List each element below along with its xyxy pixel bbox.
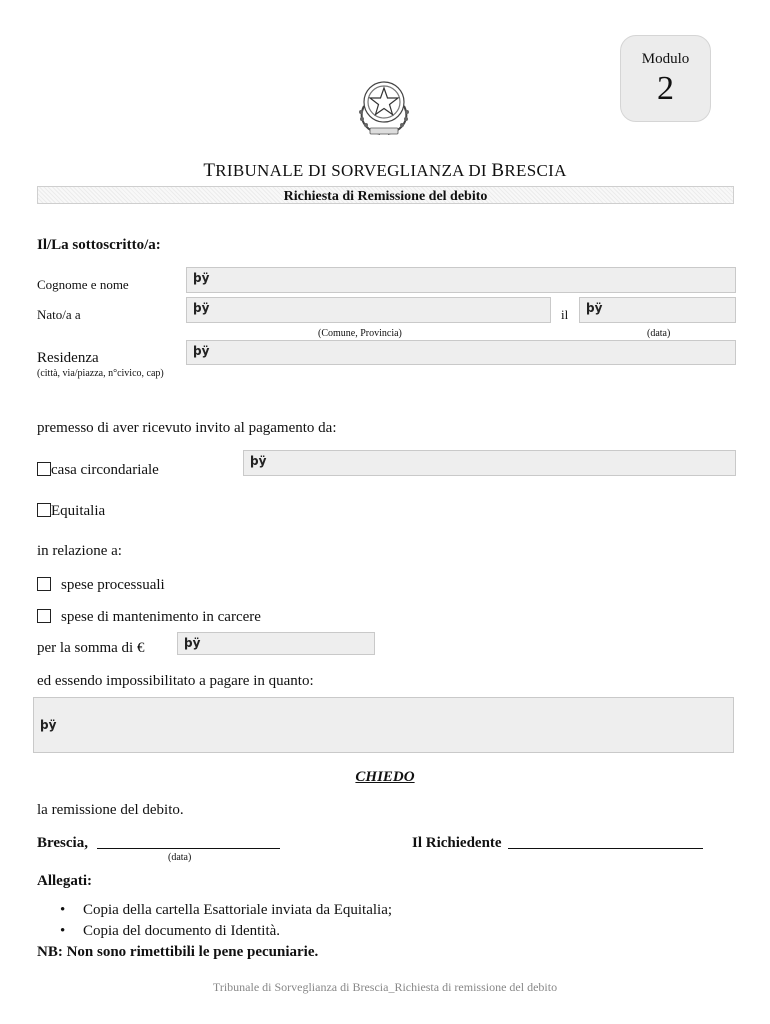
- cognome-field[interactable]: þÿ: [186, 267, 736, 293]
- luogo-nascita-field[interactable]: þÿ: [186, 297, 551, 323]
- premesso-text: premesso di aver ricevuto invito al pagamento da:: [37, 420, 337, 436]
- spese-mantenimento-checkbox[interactable]: [37, 609, 51, 623]
- chiedo-heading: CHIEDO: [355, 769, 415, 785]
- spese-processuali-checkbox[interactable]: [37, 577, 51, 591]
- modulo-label: Modulo: [641, 51, 690, 67]
- nb-note: NB: Non sono rimettibili le pene pecuniarie.: [37, 944, 319, 960]
- motivazione-field[interactable]: þÿ: [33, 697, 734, 753]
- modulo-number: 2: [657, 70, 674, 107]
- equitalia-option[interactable]: Equitalia: [37, 502, 105, 520]
- casa-circondariale-field[interactable]: þÿ: [243, 450, 736, 476]
- data-hint: (data): [647, 328, 671, 339]
- casa-circondariale-option[interactable]: casa circondariale: [37, 461, 159, 479]
- somma-label: per la somma di €: [37, 640, 145, 656]
- allegato-item: • Copia della cartella Esattoriale inviata da Equitalia;: [60, 902, 393, 918]
- relazione-text: in relazione a:: [37, 543, 122, 559]
- republic-emblem-icon: [350, 76, 418, 140]
- court-title: TRIBUNALE DI SORVEGLIANZA DI BRESCIA: [203, 160, 567, 181]
- data-firma-hint: (data): [168, 852, 192, 863]
- spese-mantenimento-option[interactable]: spese di mantenimento in carcere: [37, 608, 261, 626]
- comune-hint: (Comune, Provincia): [318, 328, 402, 339]
- nato-label: Nato/a a: [37, 307, 81, 322]
- residenza-field[interactable]: þÿ: [186, 340, 736, 365]
- brescia-label: Brescia,: [37, 835, 88, 851]
- data-firma-line[interactable]: [97, 848, 280, 849]
- remissione-text: la remissione del debito.: [37, 802, 184, 818]
- data-nascita-field[interactable]: þÿ: [579, 297, 736, 323]
- somma-field[interactable]: þÿ: [177, 632, 375, 655]
- casa-circondariale-checkbox[interactable]: [37, 462, 51, 476]
- impossibilitato-text: ed essendo impossibilitato a pagare in quanto:: [37, 673, 314, 689]
- richiedente-label: Il Richiedente: [412, 835, 502, 851]
- firma-richiedente-line[interactable]: [508, 848, 703, 849]
- form-subtitle: Richiesta di Remissione del debito: [37, 186, 734, 204]
- spese-processuali-option[interactable]: spese processuali: [37, 576, 165, 594]
- residenza-label: Residenza: [37, 350, 99, 366]
- equitalia-checkbox[interactable]: [37, 503, 51, 517]
- allegato-item: • Copia del documento di Identità.: [60, 923, 281, 939]
- sottoscritto-label: Il/La sottoscritto/a:: [37, 237, 161, 253]
- il-label: il: [561, 307, 569, 322]
- residenza-hint: (città, via/piazza, n°civico, cap): [37, 368, 164, 379]
- cognome-label: Cognome e nome: [37, 277, 129, 292]
- page-footer: Tribunale di Sorveglianza di Brescia_Richiesta di remissione del debito: [212, 980, 558, 994]
- modulo-badge: [620, 35, 711, 122]
- allegati-title: Allegati:: [37, 873, 92, 889]
